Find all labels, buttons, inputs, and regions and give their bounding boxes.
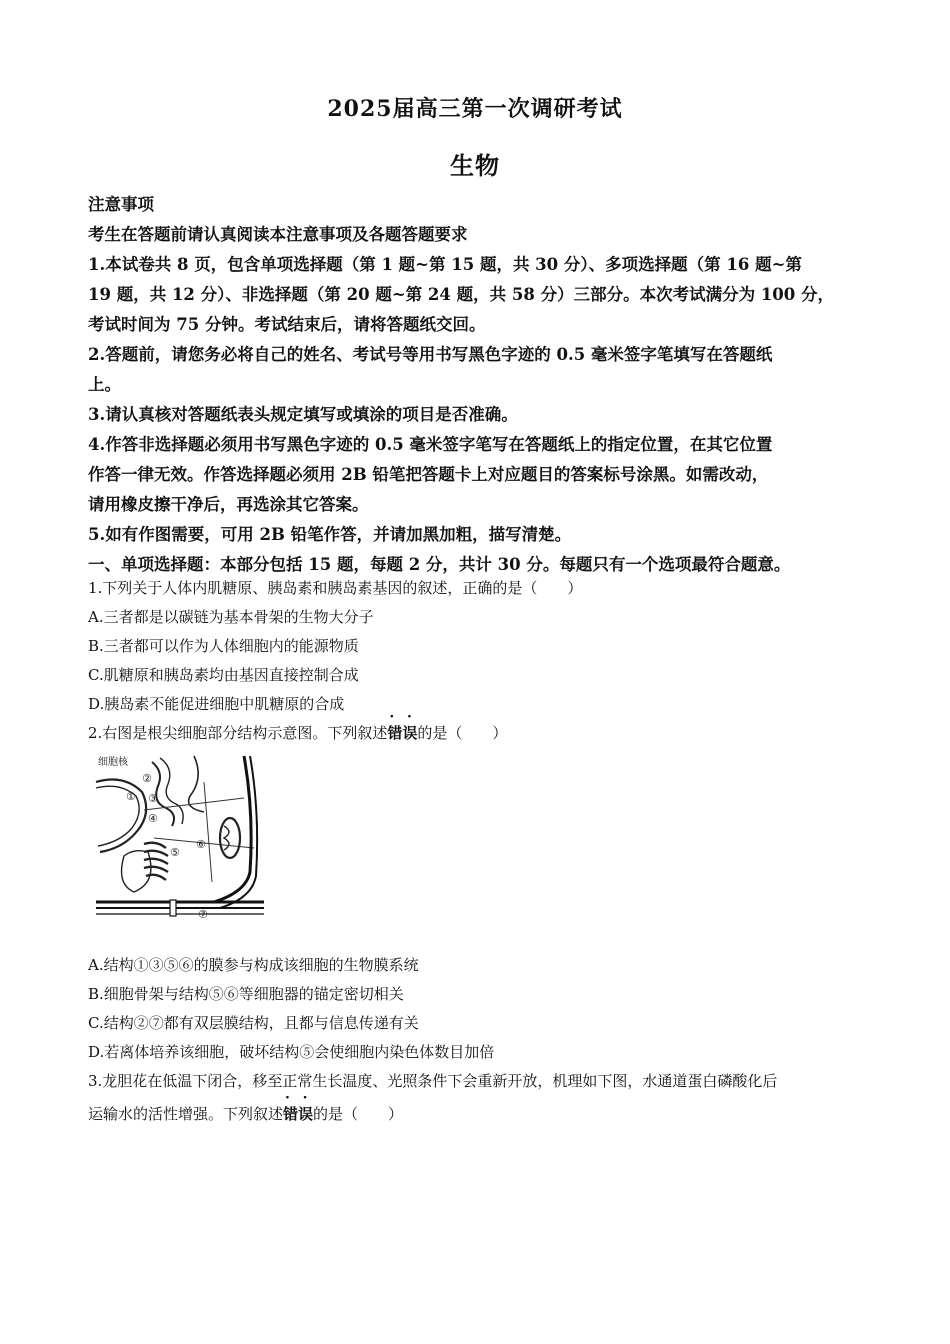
- question-3: [88, 1067, 878, 1129]
- vesicle-region: [122, 851, 151, 892]
- q1-option-b: B.三者都可以作为人体细胞内的能源物质: [88, 637, 359, 655]
- q3-stem-line1: 3.龙胆花在低温下闭合，移至正常生长温度、光照条件下会重新开放，机理如下图，水通道蛋白磷酸化后: [88, 1072, 778, 1090]
- marker-5: ⑤: [170, 846, 180, 859]
- cytoskeleton-3: [204, 782, 212, 882]
- notice-item2-line2: 上。: [88, 375, 121, 394]
- golgi-apparatus: [144, 843, 168, 880]
- section1-heading: 一、单项选择题：本部分包括 15 题，每题 2 分，共计 30 分。每题只有一个选项最符合题意。: [88, 555, 791, 574]
- marker-2: ②: [142, 772, 152, 785]
- notice-item4-line1: 4.作答非选择题必须用书写黑色字迹的 0.5 毫米签字笔写在答题纸上的指定位置，在其它位置: [88, 435, 773, 454]
- q3-stem-emphasis: · · 错误: [283, 1100, 313, 1129]
- notice-item4-line2: 作答一律无效。作答选择题必须用 2B 铅笔把答题卡上对应题目的答案标号涂黑。如需改动，: [88, 465, 769, 484]
- q3-stem-pre: 运输水的活性增强。下列叙述: [88, 1105, 284, 1123]
- figure-label-nucleus: 细胞核: [98, 757, 128, 768]
- marker-7: ⑦: [198, 908, 208, 921]
- q2-stem-post: 的是（ ）: [417, 724, 508, 742]
- q2-option-d: D.若离体培养该细胞，破坏结构⑤会使细胞内染色体数目加倍: [88, 1043, 495, 1061]
- notice-item3: 3.请认真核对答题纸表头规定填写或填涂的项目是否准确。: [88, 405, 518, 424]
- marker-4: ④: [148, 812, 158, 825]
- plasmodesma: [170, 900, 176, 916]
- subject-title: 生物: [450, 151, 500, 180]
- exam-title: 2025届高三第一次调研考试: [327, 96, 623, 122]
- notice-item1-line2: 19 题，共 12 分）、非选择题（第 20 题~第 24 题，共 58 分）三部分。本次考试满分为 100 分，: [88, 285, 835, 304]
- notice-section: [88, 190, 878, 580]
- marker-6: ⑥: [196, 838, 206, 851]
- cell-membrane-right: [214, 756, 251, 902]
- notice-item4-line3: 请用橡皮擦干净后，再选涂其它答案。: [88, 495, 369, 514]
- q2-option-c: C.结构②⑦都有双层膜结构，且都与信息传递有关: [88, 1014, 419, 1032]
- q2-stem-pre: 2.右图是根尖细胞部分结构示意图。下列叙述: [88, 724, 388, 742]
- q2-option-a: A.结构①③⑤⑥的膜参与构成该细胞的生物膜系统: [88, 956, 419, 974]
- question-2-options: [88, 951, 878, 1067]
- marker-3: ③: [148, 792, 158, 805]
- endoplasmic-reticulum-2: [160, 758, 183, 824]
- root-tip-cell-diagram: [94, 752, 266, 922]
- question-1: [88, 574, 878, 719]
- q1-option-a: A.三者都是以碳链为基本骨架的生物大分子: [88, 608, 374, 626]
- q2-stem: [88, 719, 878, 748]
- q3-stem-line2: [88, 1100, 878, 1129]
- q2-stem-emphasis: · · 错误: [387, 719, 417, 748]
- q1-option-c: C.肌糖原和胰岛素均由基因直接控制合成: [88, 666, 359, 684]
- q3-stem-post: 的是（ ）: [313, 1105, 404, 1123]
- notice-item1-line1: 1.本试卷共 8 页，包含单项选择题（第 1 题~第 15 题，共 30 分）、多项选择题（第 16 题~第: [88, 255, 802, 274]
- mitochondrion-cristae: [224, 826, 229, 850]
- notice-item1-line3: 考试时间为 75 分钟。考试结束后，请将答题纸交回。: [88, 315, 486, 334]
- notice-item5: 5.如有作图需要，可用 2B 铅笔作答，并请加黑加粗，描写清楚。: [88, 525, 572, 544]
- q1-stem: 1.下列关于人体内肌糖原、胰岛素和胰岛素基因的叙述，正确的是（ ）: [88, 579, 583, 597]
- marker-1: ①: [126, 790, 136, 803]
- q2-option-b: B.细胞骨架与结构⑤⑥等细胞器的锚定密切相关: [88, 985, 404, 1003]
- q1-option-d: D.胰岛素不能促进细胞中肌糖原的合成: [88, 695, 345, 713]
- notice-heading: 注意事项: [88, 195, 154, 214]
- notice-item2-line1: 2.答题前，请您务必将自己的姓名、考试号等用书写黑色字迹的 0.5 毫米签字笔填写在答题纸: [88, 345, 773, 364]
- question-2-stem-wrap: [88, 719, 878, 748]
- notice-intro: 考生在答题前请认真阅读本注意事项及各题答题要求: [88, 225, 468, 244]
